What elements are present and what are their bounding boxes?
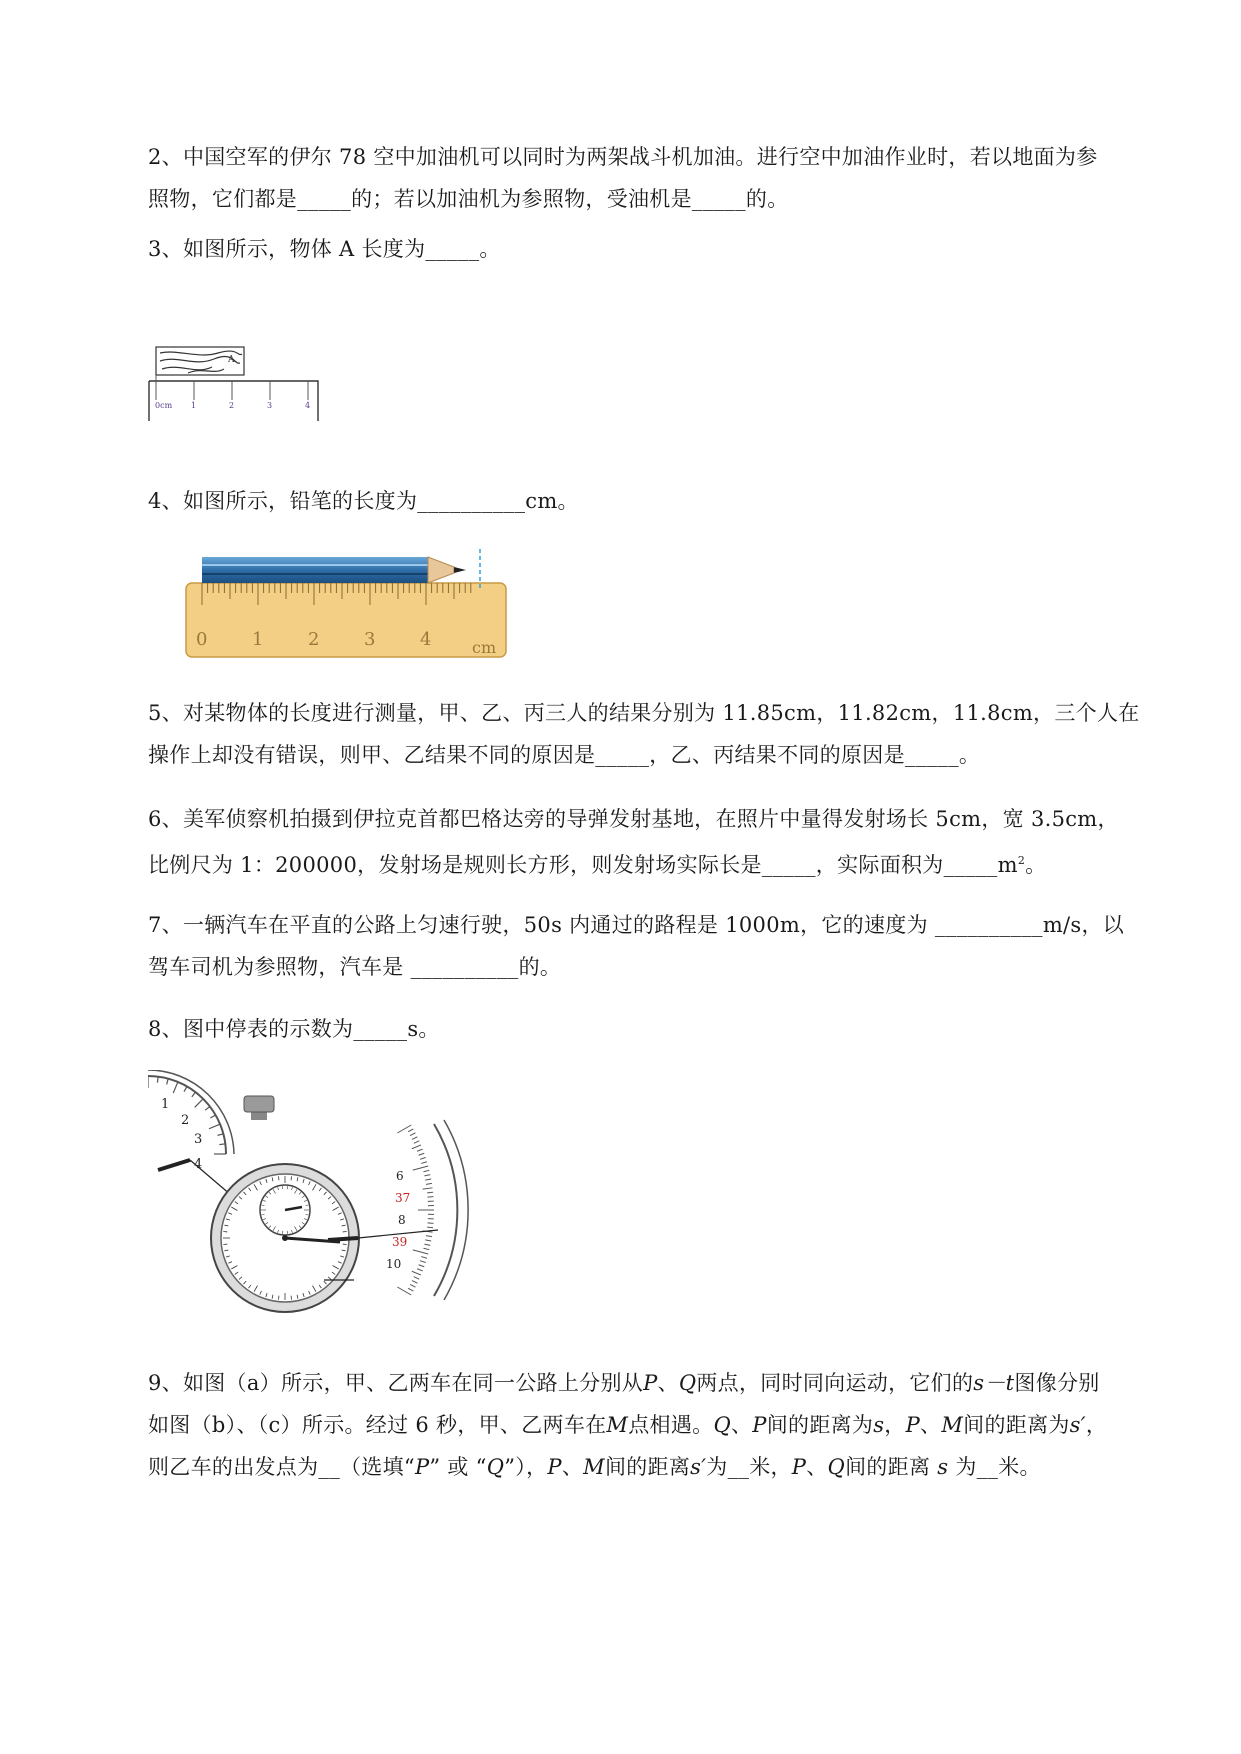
- question-6-line-1: 6、美军侦察机拍摄到伊拉克首都巴格达旁的导弹发射基地，在照片中量得发射场长 5cm，宽 3.5cm，: [148, 807, 1119, 831]
- tick-mark: [219, 1144, 225, 1145]
- tick-mark: [423, 1248, 429, 1249]
- question-6-line-2: [148, 840, 1158, 886]
- tick-mark: [167, 1079, 169, 1085]
- tick-mark: [408, 1129, 413, 1132]
- wooden-ruler: [186, 583, 506, 657]
- tick-mark: [426, 1236, 432, 1237]
- tick-mark: [410, 1284, 415, 1287]
- pencil-lead: [454, 567, 466, 573]
- text: 图像分别: [1014, 1371, 1100, 1395]
- question-2-line-2: 照物，它们都是_____的；若以加油机为参照物，受油机是_____的。: [148, 187, 789, 211]
- text: 、: [806, 1455, 828, 1479]
- question-8-line-1: 8、图中停表的示数为_____s。: [148, 1017, 440, 1041]
- ruler-tick-label: 2: [229, 401, 235, 410]
- question-5: [148, 692, 1158, 776]
- pencil-body: [202, 557, 428, 583]
- tick-mark: [397, 1287, 411, 1295]
- text: ” 或 “: [429, 1455, 487, 1479]
- text: 为__米。: [948, 1455, 1041, 1479]
- tick-mark: [423, 1170, 429, 1171]
- tick-mark: [421, 1162, 427, 1164]
- min-magnified-hand: [158, 1160, 190, 1170]
- min-scale-label: 4: [194, 1157, 203, 1172]
- question-2: [148, 136, 1158, 220]
- text: 间的距离为: [766, 1413, 874, 1437]
- question-3-line-1: 3、如图所示，物体 A 长度为_____。: [148, 237, 501, 261]
- tick-mark: [420, 1157, 426, 1159]
- question-5-line-2: 操作上却没有错误，则甲、乙结果不同的原因是_____，乙、丙结果不同的原因是_____。: [148, 743, 981, 767]
- question-8: [148, 1008, 1158, 1050]
- question-9-line-3: [148, 1446, 1158, 1488]
- ruler-tick-label: 1: [191, 401, 197, 410]
- tick-mark: [412, 1281, 417, 1284]
- tick-mark: [413, 1250, 428, 1254]
- question-6-line-2-text: 比例尺为 1：200000，发射场是规则长方形，则发射场实际长是_____，实际面积为_____m: [148, 853, 1018, 877]
- ruler-label-3: 3: [364, 629, 376, 650]
- question-6: [148, 798, 1158, 886]
- tick-mark: [414, 1277, 419, 1279]
- tick-mark: [417, 1269, 423, 1271]
- text: 间的距离: [604, 1455, 691, 1479]
- tick-mark: [425, 1240, 431, 1241]
- question-9-line-2: [148, 1404, 1158, 1446]
- tick-mark: [425, 1179, 431, 1180]
- text: 、: [561, 1455, 584, 1479]
- ruler-label-4: 4: [420, 629, 432, 650]
- text: 两点，同时同向运动，它们的: [696, 1371, 974, 1395]
- tick-mark: [157, 1077, 158, 1083]
- tick-mark: [426, 1183, 432, 1184]
- sec-scale-label: 10: [386, 1257, 402, 1271]
- ruler-tick-label: 4: [305, 401, 311, 410]
- sec-scale-label: 39: [392, 1235, 408, 1249]
- tick-mark: [417, 1149, 423, 1151]
- ruler-unit-label: cm: [472, 638, 497, 657]
- tick-mark: [218, 1134, 224, 1136]
- tick-mark: [412, 1145, 421, 1149]
- tick-mark: [195, 1099, 203, 1107]
- question-2-line-1: 2、中国空军的伊尔 78 空中加油机可以同时为两架战斗机加油。进行空中加油作业时，若以地面为参: [148, 145, 1098, 169]
- question-4: [148, 480, 1158, 522]
- text: 点相遇。: [628, 1413, 714, 1437]
- text: 9、如图（a）所示，甲、乙两车在同一公路上分别从: [148, 1371, 644, 1395]
- var-P: P: [905, 1413, 921, 1437]
- min-scale-label: 3: [194, 1132, 203, 1147]
- var-s-prime: s′: [690, 1455, 707, 1479]
- stopwatch-figure: [148, 1070, 500, 1330]
- question-7-line-2: 驾车司机为参照物，汽车是 __________的。: [148, 955, 562, 979]
- var-M: M: [583, 1455, 605, 1479]
- tick-mark: [427, 1192, 433, 1193]
- tick-mark: [173, 1082, 178, 1093]
- sec-scale-label: 8: [398, 1213, 406, 1227]
- question-3: [148, 228, 1158, 270]
- tick-mark: [420, 1261, 426, 1263]
- var-P: P: [547, 1455, 562, 1479]
- tick-mark: [192, 1092, 196, 1097]
- tick-mark: [424, 1175, 430, 1176]
- pencil-wood-tip: [428, 557, 454, 583]
- question-9-line-1: [148, 1362, 1158, 1404]
- question-5-line-1: 5、对某物体的长度进行测量，甲、乙、丙三人的结果分别为 11.85cm，11.82cm，11.8cm，三个人在: [148, 701, 1140, 725]
- var-M: M: [606, 1413, 629, 1437]
- ruler-unit-label: 0cm: [155, 401, 173, 410]
- pencil-ruler-figure: [182, 549, 518, 661]
- question-7: [148, 904, 1158, 988]
- text: 、: [730, 1413, 753, 1437]
- tick-mark: [419, 1153, 425, 1155]
- sec-scale-label: 37: [395, 1191, 411, 1205]
- sec-magnified-hand: [328, 1238, 358, 1240]
- tick-mark: [410, 1133, 415, 1136]
- object-a-label: A: [228, 355, 235, 365]
- var-s-prime: s′: [1069, 1413, 1086, 1437]
- var-Q: Q: [827, 1455, 846, 1479]
- tick-mark: [419, 1265, 425, 1267]
- stopwatch-body: [211, 1096, 359, 1312]
- text: 间的距离为: [963, 1413, 1070, 1437]
- text: ，: [1085, 1413, 1108, 1437]
- tick-mark: [421, 1257, 427, 1259]
- var-Q: Q: [678, 1371, 697, 1395]
- ruler-label-1: 1: [252, 629, 264, 650]
- text: 为__米，: [706, 1455, 792, 1479]
- var-Q: Q: [486, 1455, 505, 1479]
- text: 如图（b）、（c）所示。经过 6 秒，甲、乙两车在: [148, 1413, 607, 1437]
- tick-mark: [412, 1271, 421, 1275]
- tick-mark: [408, 1288, 413, 1291]
- ruler-object-a-figure: [148, 345, 320, 427]
- sec-scale-label: 6: [396, 1169, 404, 1183]
- text: 、: [657, 1371, 679, 1395]
- var-s: s: [873, 1413, 885, 1437]
- tick-mark: [210, 1115, 215, 1118]
- tick-mark: [184, 1086, 187, 1091]
- tick-mark: [414, 1141, 419, 1143]
- min-scale-label: 2: [181, 1113, 190, 1128]
- var-Q: Q: [713, 1413, 731, 1437]
- var-P: P: [414, 1455, 430, 1479]
- text: 间的距离: [845, 1455, 938, 1479]
- question-6-line-2-end: 。: [1025, 853, 1047, 877]
- tick-mark: [424, 1244, 430, 1245]
- tick-mark: [423, 1188, 433, 1189]
- var-P: P: [643, 1371, 658, 1395]
- text: 则乙车的出发点为__（选填“: [148, 1455, 415, 1479]
- ruler-label-0: 0: [196, 629, 208, 650]
- tick-mark: [412, 1137, 417, 1140]
- tick-mark: [397, 1125, 411, 1133]
- tick-mark: [205, 1107, 210, 1111]
- text: ”），: [504, 1455, 548, 1479]
- ruler-label-2: 2: [308, 629, 320, 650]
- question-7-line-1: 7、一辆汽车在平直的公路上匀速行驶，50s 内通过的路程是 1000m，它的速度为 __________m/s，以: [148, 913, 1125, 937]
- text: ，: [884, 1413, 906, 1437]
- var-P: P: [791, 1455, 807, 1479]
- var-P: P: [752, 1413, 767, 1437]
- var-M: M: [941, 1413, 964, 1437]
- ruler-tick-label: 3: [267, 401, 273, 410]
- var-s-t: s－t: [973, 1371, 1015, 1395]
- var-s: s: [937, 1455, 949, 1479]
- tick-mark: [413, 1166, 428, 1170]
- tick-mark: [209, 1124, 220, 1129]
- text: 、: [920, 1413, 942, 1437]
- question-4-line-1: 4、如图所示，铅笔的长度为__________cm。: [148, 489, 579, 513]
- area-unit-superscript: 2: [1017, 854, 1026, 867]
- tick-mark: [427, 1227, 433, 1228]
- question-9: [148, 1362, 1158, 1488]
- min-scale-label: 1: [161, 1097, 170, 1112]
